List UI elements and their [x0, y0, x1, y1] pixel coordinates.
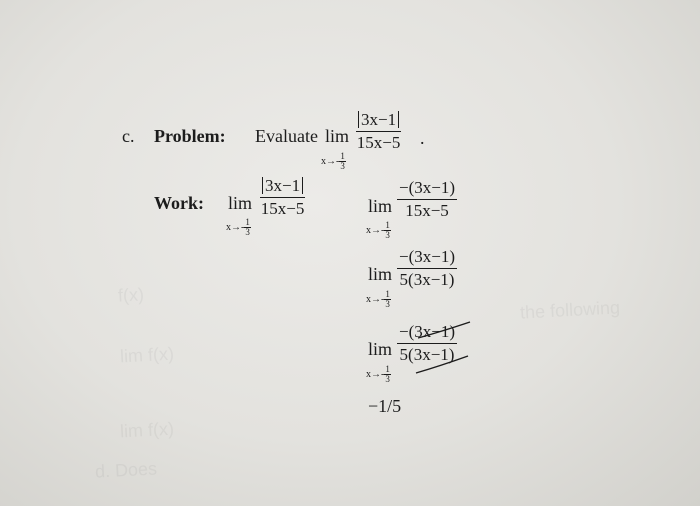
step4-fraction	[397, 322, 457, 365]
step1-lim-subscript: x→- $\frac{1}{3}$	[226, 217, 250, 237]
bleed-through-text: d. Does	[94, 458, 158, 482]
step3-lim: lim	[368, 264, 393, 284]
problem-label: c.	[122, 126, 135, 146]
step3-denominator: 5(3x−1)	[399, 270, 455, 289]
bleed-through-text: lim f(x)	[119, 343, 175, 367]
problem-fraction	[356, 110, 401, 153]
step2-fraction	[397, 178, 457, 221]
step4-denominator: 5(3x−1)	[399, 345, 455, 364]
step4-lim: lim	[368, 339, 393, 359]
final-answer: −1/5	[368, 396, 402, 416]
step2-lim-subscript: x→- $\frac{1}{3}$	[366, 220, 390, 240]
step3-fraction	[397, 247, 457, 290]
step1-lim: lim	[228, 193, 253, 213]
step2-lim: lim	[368, 196, 393, 216]
step3-numerator: −(3x−1)	[399, 247, 455, 266]
bleed-through-text: f(x)	[117, 284, 145, 306]
problem-period: .	[420, 128, 425, 148]
step3-lim-subscript: x→- $\frac{1}{3}$	[366, 289, 390, 309]
step4-denominator-cancelled: 3x−1	[413, 345, 449, 364]
step1-fraction	[260, 176, 305, 219]
step1-numerator: 3x−1	[262, 177, 303, 194]
problem-lim: lim	[325, 126, 350, 146]
step4-lim-subscript: x→- $\frac{1}{3}$	[366, 364, 390, 384]
problem-text: Evaluate	[255, 126, 318, 146]
problem-denominator: 15x−5	[356, 133, 401, 152]
step1-denominator: 15x−5	[260, 199, 305, 218]
bleed-through-text: lim f(x)	[119, 418, 175, 442]
step2-numerator: −(3x−1)	[399, 178, 455, 197]
work-heading: Work:	[154, 193, 205, 213]
problem-heading: Problem:	[154, 126, 226, 146]
step4-numerator-cancelled: 3x−1	[414, 322, 450, 341]
step2-denominator: 15x−5	[405, 201, 449, 220]
step4-numerator: −(3x−1)	[399, 322, 456, 341]
bleed-through-text: the following	[519, 297, 621, 323]
problem-lim-subscript: x→- $\frac{1}{3}$	[321, 151, 345, 171]
problem-numerator: 3x−1	[358, 111, 399, 128]
